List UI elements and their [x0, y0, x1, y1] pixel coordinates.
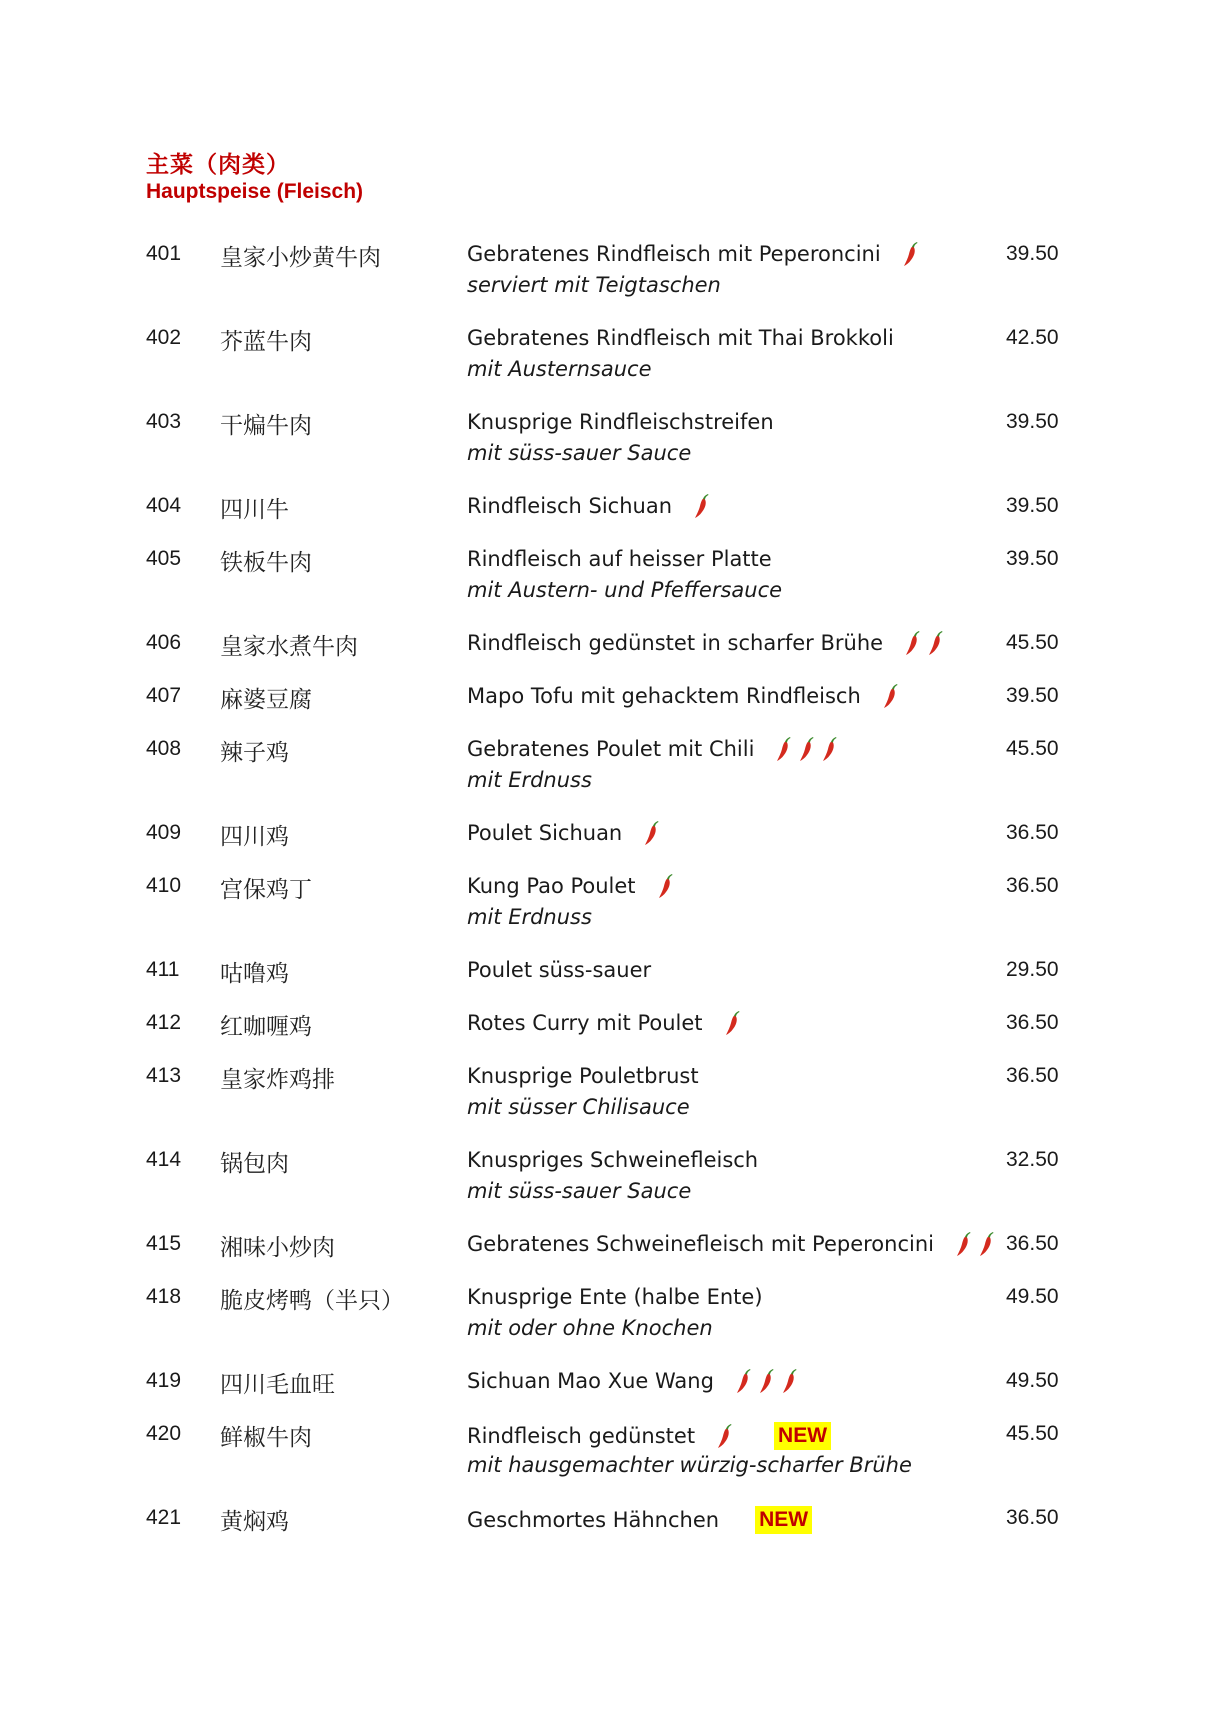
- item-chinese-name: 四川牛: [220, 497, 289, 523]
- item-number: 412: [146, 1011, 182, 1034]
- item-price: 39.50: [1006, 242, 1059, 265]
- item-number: 408: [146, 737, 182, 760]
- chili-pepper-icon: [903, 630, 921, 656]
- item-description-line: [467, 494, 715, 518]
- item-number: 414: [146, 1148, 182, 1171]
- item-number: 410: [146, 874, 182, 897]
- item-description: Gebratenes Schweinefleisch mit Peperoncini: [467, 1232, 934, 1256]
- spiciness-indicator: [901, 242, 924, 266]
- item-price: 45.50: [1006, 631, 1059, 654]
- item-price: 39.50: [1006, 410, 1059, 433]
- item-subtitle: mit süss-sauer Sauce: [467, 441, 692, 465]
- chili-pepper-icon: [797, 736, 815, 762]
- chili-pepper-icon: [926, 630, 944, 656]
- item-subtitle: mit Erdnuss: [467, 905, 592, 929]
- item-price: 39.50: [1006, 547, 1059, 570]
- item-chinese-name: 铁板牛肉: [220, 550, 312, 576]
- item-chinese-name: 咕噜鸡: [220, 961, 289, 987]
- spiciness-indicator: [692, 494, 715, 518]
- item-number: 402: [146, 326, 182, 349]
- item-description: Sichuan Mao Xue Wang: [467, 1369, 714, 1393]
- chili-pepper-icon: [820, 736, 838, 762]
- spiciness-indicator: [903, 631, 949, 655]
- item-subtitle: mit süsser Chilisauce: [467, 1095, 690, 1119]
- item-description-line: [467, 410, 774, 434]
- chili-pepper-icon: [774, 736, 792, 762]
- item-price: 49.50: [1006, 1285, 1059, 1308]
- item-description: Rindfleisch auf heisser Platte: [467, 547, 772, 571]
- menu-item-413: [0, 1064, 1222, 1134]
- item-subtitle: mit hausgemachter würzig-scharfer Brühe: [467, 1453, 912, 1477]
- item-description: Poulet Sichuan: [467, 821, 623, 845]
- item-chinese-name: 黄焖鸡: [220, 1509, 289, 1535]
- spiciness-indicator: [723, 1011, 746, 1035]
- item-description: Knusprige Pouletbrust: [467, 1064, 699, 1088]
- item-description: Knusprige Rindfleischstreifen: [467, 410, 774, 434]
- item-subtitle: mit Erdnuss: [467, 768, 592, 792]
- item-number: 421: [146, 1506, 182, 1529]
- item-chinese-name: 鲜椒牛肉: [220, 1425, 312, 1451]
- item-description-line: [467, 1422, 831, 1450]
- chili-pepper-icon: [757, 1368, 775, 1394]
- chili-pepper-icon: [881, 683, 899, 709]
- item-subtitle: mit oder ohne Knochen: [467, 1316, 713, 1340]
- chili-pepper-icon: [734, 1368, 752, 1394]
- item-chinese-name: 皇家水煮牛肉: [220, 634, 358, 660]
- item-price: 36.50: [1006, 1011, 1059, 1034]
- item-number: 415: [146, 1232, 182, 1255]
- chili-pepper-icon: [780, 1368, 798, 1394]
- item-chinese-name: 辣子鸡: [220, 740, 289, 766]
- item-price: 39.50: [1006, 494, 1059, 517]
- item-description-line: [467, 1285, 763, 1309]
- item-price: 36.50: [1006, 1506, 1059, 1529]
- item-chinese-name: 锅包肉: [220, 1151, 289, 1177]
- item-description: Geschmortes Hähnchen: [467, 1508, 720, 1532]
- item-description-line: [467, 1369, 803, 1393]
- chili-pepper-icon: [715, 1423, 733, 1449]
- item-description-line: [467, 1506, 812, 1534]
- chili-pepper-icon: [692, 493, 710, 519]
- menu-item-403: [0, 410, 1222, 480]
- menu-item-402: [0, 326, 1222, 396]
- item-price: 49.50: [1006, 1369, 1059, 1392]
- item-price: 36.50: [1006, 821, 1059, 844]
- item-description: Kung Pao Poulet: [467, 874, 636, 898]
- item-description-line: [467, 958, 651, 982]
- item-description-line: [467, 326, 894, 350]
- menu-item-420: [0, 1422, 1222, 1492]
- menu-item-421: [0, 1506, 1222, 1576]
- item-description-line: [467, 1064, 699, 1088]
- item-description-line: [467, 631, 949, 655]
- item-number: 405: [146, 547, 182, 570]
- item-description: Rindfleisch gedünstet: [467, 1424, 696, 1448]
- item-chinese-name: 皇家小炒黄牛肉: [220, 245, 381, 271]
- item-subtitle: mit Austern- und Pfeffersauce: [467, 578, 783, 602]
- menu-item-410: [0, 874, 1222, 944]
- item-chinese-name: 皇家炸鸡排: [220, 1067, 335, 1093]
- item-description: Knuspriges Schweinefleisch: [467, 1148, 759, 1172]
- item-description-line: [467, 821, 665, 845]
- item-description-line: [467, 684, 904, 708]
- chili-pepper-icon: [656, 873, 674, 899]
- item-number: 418: [146, 1285, 182, 1308]
- new-badge: NEW: [774, 1422, 831, 1450]
- item-chinese-name: 麻婆豆腐: [220, 687, 312, 713]
- item-description-line: [467, 874, 679, 898]
- spiciness-indicator: [642, 821, 665, 845]
- item-number: 406: [146, 631, 182, 654]
- item-description: Rotes Curry mit Poulet: [467, 1011, 703, 1035]
- item-number: 411: [146, 958, 180, 981]
- spiciness-indicator: [954, 1232, 1000, 1256]
- item-price: 36.50: [1006, 1064, 1059, 1087]
- item-description: Rindfleisch gedünstet in scharfer Brühe: [467, 631, 884, 655]
- item-description: Mapo Tofu mit gehacktem Rindfleisch: [467, 684, 861, 708]
- item-number: 404: [146, 494, 182, 517]
- menu-item-408: [0, 737, 1222, 807]
- new-badge: NEW: [755, 1506, 812, 1534]
- item-description-line: [467, 1011, 746, 1035]
- item-price: 45.50: [1006, 1422, 1059, 1445]
- spiciness-indicator: [656, 874, 679, 898]
- chili-pepper-icon: [642, 820, 660, 846]
- item-number: 403: [146, 410, 182, 433]
- item-price: 42.50: [1006, 326, 1059, 349]
- item-description-line: [467, 1232, 1000, 1256]
- spiciness-indicator: [881, 684, 904, 708]
- item-price: 36.50: [1006, 874, 1059, 897]
- item-price: 39.50: [1006, 684, 1059, 707]
- item-number: 413: [146, 1064, 182, 1087]
- item-chinese-name: 脆皮烤鸭（半只）: [220, 1288, 404, 1314]
- item-chinese-name: 红咖喱鸡: [220, 1014, 312, 1040]
- spiciness-indicator: [734, 1369, 803, 1393]
- item-description-line: [467, 547, 772, 571]
- chili-pepper-icon: [954, 1231, 972, 1257]
- item-description: Poulet süss-sauer: [467, 958, 652, 982]
- item-price: 36.50: [1006, 1232, 1059, 1255]
- item-description: Gebratenes Rindfleisch mit Thai Brokkoli: [467, 326, 894, 350]
- item-number: 420: [146, 1422, 182, 1445]
- section-heading-german: Hauptspeise (Fleisch): [146, 180, 364, 203]
- item-subtitle: mit Austernsauce: [467, 357, 652, 381]
- item-chinese-name: 干煸牛肉: [220, 413, 312, 439]
- item-description-line: [467, 737, 843, 761]
- item-chinese-name: 宫保鸡丁: [220, 877, 312, 903]
- item-price: 45.50: [1006, 737, 1059, 760]
- item-description: Knusprige Ente (halbe Ente): [467, 1285, 763, 1309]
- item-description: Gebratenes Poulet mit Chili: [467, 737, 755, 761]
- item-description-line: [467, 1148, 758, 1172]
- item-price: 29.50: [1006, 958, 1059, 981]
- item-number: 401: [146, 242, 182, 265]
- chili-pepper-icon: [723, 1010, 741, 1036]
- menu-item-401: [0, 242, 1222, 312]
- item-chinese-name: 四川毛血旺: [220, 1372, 335, 1398]
- item-number: 407: [146, 684, 182, 707]
- menu-item-405: [0, 547, 1222, 617]
- item-description-line: [467, 242, 924, 266]
- menu-item-414: [0, 1148, 1222, 1218]
- item-chinese-name: 湘味小炒肉: [220, 1235, 335, 1261]
- item-price: 32.50: [1006, 1148, 1059, 1171]
- spiciness-indicator: [774, 737, 843, 761]
- spiciness-indicator: [715, 1424, 738, 1448]
- item-description: Rindfleisch Sichuan: [467, 494, 673, 518]
- item-subtitle: mit süss-sauer Sauce: [467, 1179, 692, 1203]
- item-description: Gebratenes Rindfleisch mit Peperoncini: [467, 242, 881, 266]
- item-chinese-name: 芥蓝牛肉: [220, 329, 312, 355]
- menu-item-418: [0, 1285, 1222, 1355]
- item-number: 409: [146, 821, 182, 844]
- item-number: 419: [146, 1369, 182, 1392]
- item-subtitle: serviert mit Teigtaschen: [467, 273, 721, 297]
- item-chinese-name: 四川鸡: [220, 824, 289, 850]
- section-heading-chinese: 主菜（肉类）: [146, 152, 290, 178]
- chili-pepper-icon: [977, 1231, 995, 1257]
- chili-pepper-icon: [901, 241, 919, 267]
